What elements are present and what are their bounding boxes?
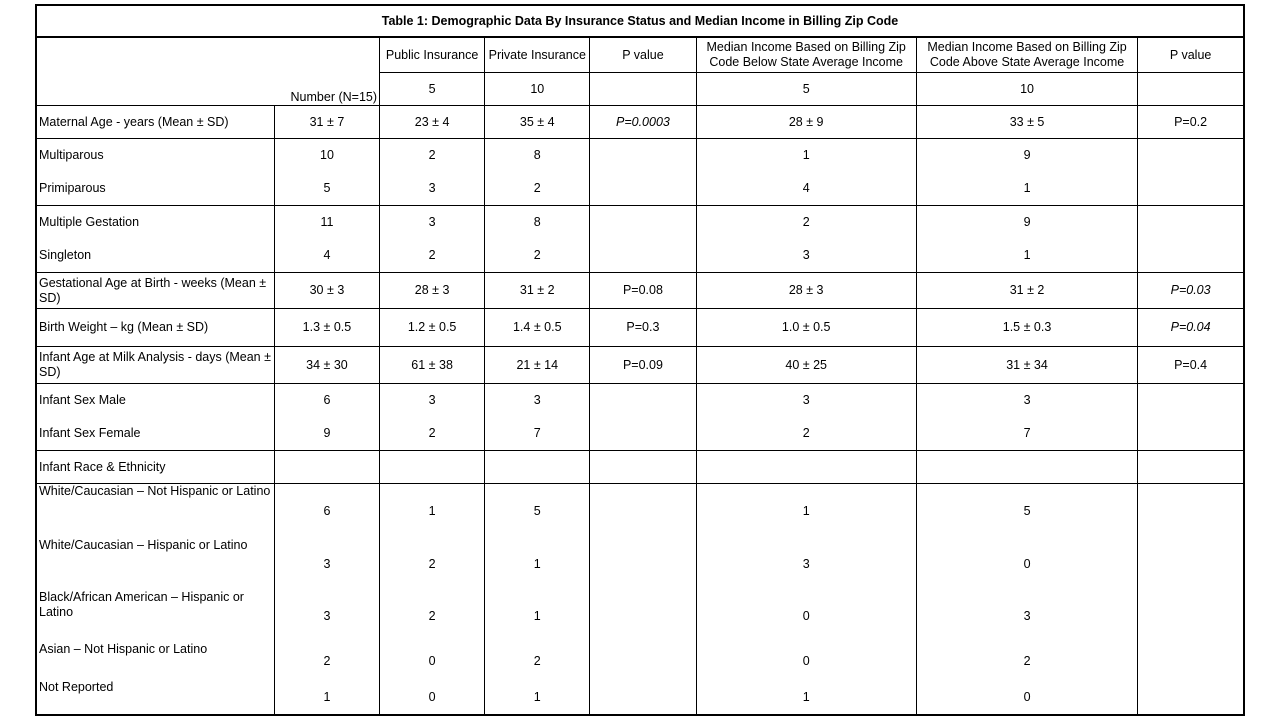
table-row — [36, 172, 1244, 206]
header-private: Private Insurance — [485, 37, 590, 73]
cell-pvalue-insurance — [590, 538, 696, 590]
cell-pvalue-insurance: P=0.0003 — [590, 106, 696, 139]
cell-income-above: 2 — [916, 642, 1137, 680]
cell-private: 2 — [485, 642, 590, 680]
cell-total: 3 — [274, 590, 379, 642]
cell-pvalue-insurance — [590, 384, 696, 418]
table-row — [36, 309, 1244, 347]
cell-pvalue-insurance — [590, 642, 696, 680]
cell-income-above: 9 — [916, 139, 1137, 173]
row-label: Infant Sex Female — [36, 417, 274, 451]
cell-pvalue-income — [1138, 139, 1244, 173]
cell-total: 31 ± 7 — [274, 106, 379, 139]
cell-total: 11 — [274, 206, 379, 240]
cell-private: 21 ± 14 — [485, 347, 590, 384]
number-pvalue-income — [1138, 73, 1244, 106]
cell-total: 5 — [274, 172, 379, 206]
cell-income-below: 3 — [696, 538, 916, 590]
header-row — [36, 37, 1244, 73]
title-row — [36, 5, 1244, 37]
cell-pvalue-insurance: P=0.09 — [590, 347, 696, 384]
cell-public: 1 — [380, 484, 485, 539]
cell-pvalue-income — [1138, 642, 1244, 680]
row-label: Primiparous — [36, 172, 274, 206]
table-title: Table 1: Demographic Data By Insurance Status and Median Income in Billing Zip Code — [36, 5, 1244, 37]
row-label: Multiple Gestation — [36, 206, 274, 240]
table-row — [36, 484, 1244, 539]
row-label: Gestational Age at Birth - weeks (Mean ± SD) — [36, 273, 274, 309]
cell-private: 5 — [485, 484, 590, 539]
cell-private: 35 ± 4 — [485, 106, 590, 139]
cell-income-above: 1.5 ± 0.3 — [916, 309, 1137, 347]
cell-income-below: 40 ± 25 — [696, 347, 916, 384]
cell-private: 2 — [485, 239, 590, 273]
cell-pvalue-income — [1138, 384, 1244, 418]
cell-public: 2 — [380, 590, 485, 642]
demographic-table — [35, 4, 1245, 716]
cell-public: 2 — [380, 538, 485, 590]
row-label: Singleton — [36, 239, 274, 273]
cell-private — [485, 451, 590, 484]
table-row — [36, 106, 1244, 139]
row-label: Birth Weight – kg (Mean ± SD) — [36, 309, 274, 347]
cell-income-above: 1 — [916, 239, 1137, 273]
cell-income-above — [916, 451, 1137, 484]
cell-pvalue-income — [1138, 206, 1244, 240]
number-public: 5 — [380, 73, 485, 106]
cell-private: 2 — [485, 172, 590, 206]
cell-public: 3 — [380, 384, 485, 418]
cell-private: 1 — [485, 680, 590, 715]
header-public: Public Insurance — [380, 37, 485, 73]
cell-pvalue-insurance — [590, 484, 696, 539]
cell-pvalue-income: P=0.4 — [1138, 347, 1244, 384]
cell-pvalue-insurance — [590, 172, 696, 206]
cell-public: 0 — [380, 680, 485, 715]
cell-income-above: 31 ± 34 — [916, 347, 1137, 384]
cell-income-above: 5 — [916, 484, 1137, 539]
table-row — [36, 590, 1244, 642]
table-row — [36, 384, 1244, 418]
cell-pvalue-income: P=0.03 — [1138, 273, 1244, 309]
cell-pvalue-income — [1138, 590, 1244, 642]
cell-private: 1 — [485, 538, 590, 590]
cell-total: 34 ± 30 — [274, 347, 379, 384]
table-row — [36, 347, 1244, 384]
cell-total — [274, 451, 379, 484]
row-label: Infant Race & Ethnicity — [36, 451, 274, 484]
cell-income-below: 1 — [696, 680, 916, 715]
table-row — [36, 273, 1244, 309]
row-label: Multiparous — [36, 139, 274, 173]
table-row — [36, 239, 1244, 273]
table-row — [36, 139, 1244, 173]
cell-public: 28 ± 3 — [380, 273, 485, 309]
row-label: White/Caucasian – Not Hispanic or Latino — [36, 484, 274, 539]
row-label: Asian – Not Hispanic or Latino — [36, 642, 274, 680]
cell-pvalue-income: P=0.04 — [1138, 309, 1244, 347]
table-row — [36, 417, 1244, 451]
number-label: Number (N=15) — [36, 37, 380, 106]
cell-total: 1 — [274, 680, 379, 715]
cell-pvalue-insurance — [590, 139, 696, 173]
cell-income-above: 0 — [916, 680, 1137, 715]
cell-private: 8 — [485, 206, 590, 240]
cell-public: 61 ± 38 — [380, 347, 485, 384]
row-label: Not Reported — [36, 680, 274, 715]
header-pvalue-income: P value — [1138, 37, 1244, 73]
cell-pvalue-income — [1138, 239, 1244, 273]
cell-total: 2 — [274, 642, 379, 680]
row-label: Infant Age at Milk Analysis - days (Mean ± SD) — [36, 347, 274, 384]
cell-total: 10 — [274, 139, 379, 173]
cell-income-above: 3 — [916, 590, 1137, 642]
cell-income-below: 28 ± 9 — [696, 106, 916, 139]
cell-income-below: 1 — [696, 484, 916, 539]
cell-income-below: 1 — [696, 139, 916, 173]
cell-public: 1.2 ± 0.5 — [380, 309, 485, 347]
cell-pvalue-income — [1138, 417, 1244, 451]
cell-pvalue-insurance — [590, 417, 696, 451]
cell-pvalue-insurance — [590, 451, 696, 484]
number-private: 10 — [485, 73, 590, 106]
cell-pvalue-income — [1138, 451, 1244, 484]
cell-private: 1.4 ± 0.5 — [485, 309, 590, 347]
cell-income-above: 9 — [916, 206, 1137, 240]
cell-public: 0 — [380, 642, 485, 680]
cell-income-below: 2 — [696, 206, 916, 240]
cell-public: 23 ± 4 — [380, 106, 485, 139]
cell-total: 6 — [274, 484, 379, 539]
table-row — [36, 642, 1244, 680]
cell-private: 7 — [485, 417, 590, 451]
cell-income-above: 33 ± 5 — [916, 106, 1137, 139]
row-label: Maternal Age - years (Mean ± SD) — [36, 106, 274, 139]
table-row — [36, 538, 1244, 590]
cell-public: 2 — [380, 417, 485, 451]
cell-pvalue-insurance — [590, 206, 696, 240]
cell-public: 3 — [380, 206, 485, 240]
cell-income-below: 1.0 ± 0.5 — [696, 309, 916, 347]
cell-income-below: 2 — [696, 417, 916, 451]
cell-income-below: 28 ± 3 — [696, 273, 916, 309]
row-label: Black/African American – Hispanic or Latino — [36, 590, 274, 642]
header-income-above: Median Income Based on Billing Zip Code Above State Average Income — [916, 37, 1137, 73]
cell-pvalue-insurance: P=0.08 — [590, 273, 696, 309]
cell-income-above: 31 ± 2 — [916, 273, 1137, 309]
cell-income-above: 1 — [916, 172, 1137, 206]
cell-income-below: 4 — [696, 172, 916, 206]
cell-public: 2 — [380, 239, 485, 273]
cell-total: 6 — [274, 384, 379, 418]
cell-public: 3 — [380, 172, 485, 206]
cell-income-below: 0 — [696, 590, 916, 642]
cell-income-below — [696, 451, 916, 484]
cell-pvalue-insurance — [590, 680, 696, 715]
table-row — [36, 680, 1244, 715]
cell-pvalue-income — [1138, 172, 1244, 206]
cell-public: 2 — [380, 139, 485, 173]
number-income-below: 5 — [696, 73, 916, 106]
cell-pvalue-insurance — [590, 590, 696, 642]
cell-pvalue-income — [1138, 538, 1244, 590]
cell-private: 3 — [485, 384, 590, 418]
number-pvalue-insurance — [590, 73, 696, 106]
cell-total: 30 ± 3 — [274, 273, 379, 309]
cell-private: 1 — [485, 590, 590, 642]
cell-pvalue-income — [1138, 484, 1244, 539]
cell-income-below: 3 — [696, 239, 916, 273]
table-row — [36, 451, 1244, 484]
cell-income-below: 3 — [696, 384, 916, 418]
cell-total: 1.3 ± 0.5 — [274, 309, 379, 347]
cell-pvalue-income: P=0.2 — [1138, 106, 1244, 139]
cell-total: 4 — [274, 239, 379, 273]
table-row — [36, 206, 1244, 240]
row-label: White/Caucasian – Hispanic or Latino — [36, 538, 274, 590]
cell-income-below: 0 — [696, 642, 916, 680]
cell-income-above: 3 — [916, 384, 1137, 418]
cell-pvalue-insurance — [590, 239, 696, 273]
cell-private: 31 ± 2 — [485, 273, 590, 309]
cell-total: 9 — [274, 417, 379, 451]
cell-pvalue-income — [1138, 680, 1244, 715]
cell-total: 3 — [274, 538, 379, 590]
header-income-below: Median Income Based on Billing Zip Code Below State Average Income — [696, 37, 916, 73]
cell-pvalue-insurance: P=0.3 — [590, 309, 696, 347]
header-pvalue-insurance: P value — [590, 37, 696, 73]
number-income-above: 10 — [916, 73, 1137, 106]
cell-private: 8 — [485, 139, 590, 173]
cell-income-above: 7 — [916, 417, 1137, 451]
cell-income-above: 0 — [916, 538, 1137, 590]
row-label: Infant Sex Male — [36, 384, 274, 418]
cell-public — [380, 451, 485, 484]
